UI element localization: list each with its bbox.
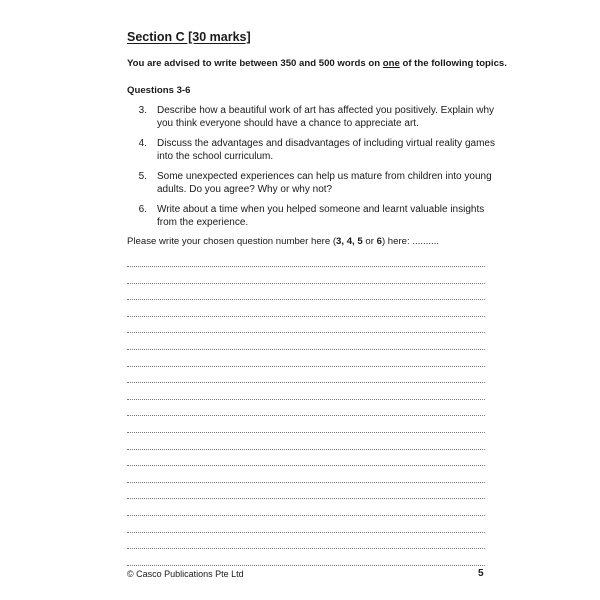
writing-line [127,299,485,300]
question-number: 6. [138,204,147,215]
prompt-after: ) here: .......... [381,236,439,247]
section-title: Section C [30 marks] [127,30,251,44]
question-number: 5. [138,171,147,182]
writing-line [127,382,485,383]
writing-line [127,532,485,533]
question-text: Describe how a beautiful work of art has affected you positively. Explain why you think everyone should have a chance to appreciate art. [157,105,495,129]
writing-area [127,266,485,581]
questions-heading: Questions 3-6 [127,85,191,96]
question-number: 3. [138,105,147,116]
writing-line [127,482,485,483]
instruction-emphasis: one [382,58,400,69]
writing-line [127,266,485,267]
prompt-before: Please write your chosen question number here ( [127,236,337,247]
writing-line [127,316,485,317]
instruction-text [127,58,507,69]
question-item [127,138,497,163]
question-text: Discuss the advantages and disadvantages of including virtual reality games into the school curriculum. [157,138,495,162]
question-text: Some unexpected experiences can help us mature from children into young adults. Do you agree? Why or why not? [157,171,492,195]
question-item [127,171,497,196]
writing-line [127,465,485,466]
writing-line [127,565,485,566]
questions-list [127,105,497,237]
question-choice-prompt [127,236,439,247]
prompt-options: 3, 4, 5 [336,236,363,247]
prompt-or: or [362,236,377,247]
prompt-last-option: 6 [376,236,382,247]
writing-line [127,399,485,400]
writing-line [127,548,485,549]
page-number: 5 [478,568,484,579]
footer-copyright: © Casco Publications Pte Ltd [127,569,244,579]
writing-line [127,432,485,433]
writing-line [127,515,485,516]
writing-line [127,283,485,284]
writing-line [127,332,485,333]
writing-line [127,449,485,450]
writing-line [127,498,485,499]
writing-line [127,366,485,367]
question-text: Write about a time when you helped someone and learnt valuable insights from the experience. [157,204,485,228]
question-item [127,105,497,130]
writing-line [127,349,485,350]
question-item [127,204,497,229]
instruction-part-1: You are advised to write between 350 and 500 words on [127,58,383,69]
writing-line [127,415,485,416]
instruction-part-2: of the following topics. [399,58,507,69]
question-number: 4. [138,138,147,149]
